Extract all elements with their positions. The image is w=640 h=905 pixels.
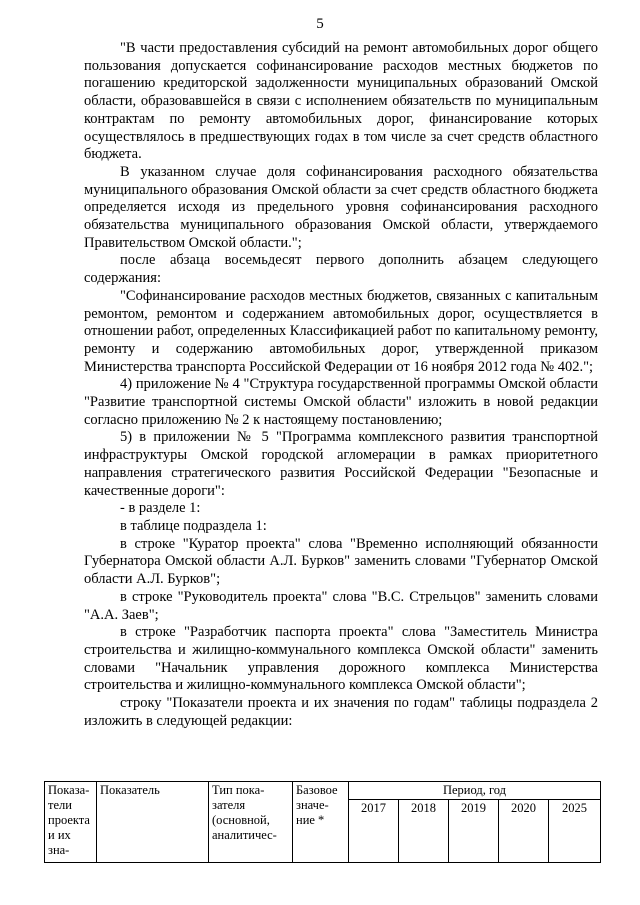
header-cell-base: Базовое значе- ние * xyxy=(293,782,349,863)
paragraph: после абзаца восемьдесят первого дополнить абзацем следующего содержания: xyxy=(84,252,598,287)
paragraph: в строке "Куратор проекта" слова "Временно исполняющий обязанности Губернатора Омской области А.Л. Бурков" заменить словами "Губернатор Омской области А.Л. Бурков"; xyxy=(84,535,598,588)
header-cell-indicators: Показа- тели проекта и их зна- xyxy=(45,782,97,863)
header-cell-year: 2017 xyxy=(349,800,399,863)
paragraph: 5) в приложении № 5 "Программа комплексного развития транспортной инфраструктуры Омской городской агломерации в рамках приоритетного направления стратегического развития Российской Федерации "Безопасные и качественные дороги": xyxy=(84,429,598,499)
indicators-table xyxy=(44,781,601,863)
header-cell-year: 2025 xyxy=(549,800,601,863)
paragraph: - в разделе 1: xyxy=(120,500,201,517)
paragraph: В указанном случае доля софинансирования расходного обязательства муниципального образования Омской области за счет средств областного бюджета определяется исходя из предельного уровня софинансирования расходного обязательства муниципального образования Омской области, утверждаемого Правительством Омской области."; xyxy=(84,163,598,251)
header-cell-year: 2020 xyxy=(499,800,549,863)
paragraph: в строке "Руководитель проекта" слова "В.С. Стрельцов" заменить словами "А.А. Заев"; xyxy=(84,588,598,623)
header-cell-year: 2018 xyxy=(399,800,449,863)
header-cell-type: Тип пока- зателя (основной, аналитичес- xyxy=(209,782,293,863)
paragraph: "В части предоставления субсидий на ремонт автомобильных дорог общего пользования допускается софинансирование расходов местных бюджетов по погашению кредиторской задолженности муниципальных образований Омской области, образовавшейся в связи с исполнением обязательств по муниципальным контрактам по ремонту автомобильных дорог, финансирование которых осуществлялось в предшествующих годах в том числе за счет средств областного бюджета. xyxy=(84,40,598,163)
header-cell-period: Период, год xyxy=(349,782,601,800)
page-number: 5 xyxy=(316,16,324,32)
document-body xyxy=(84,40,598,730)
paragraph: в строке "Разработчик паспорта проекта" слова "Заместитель Министра строительства и жилищно-коммунального комплекса Омской области" заменить словами "Начальник управления дорожного комплекса Министерства строительства и жилищно-коммунального комплекса Омской области"; xyxy=(84,624,598,694)
paragraph: 4) приложение № 4 "Структура государственной программы Омской области "Развитие транспортной системы Омской области" изложить в новой редакции согласно приложению № 2 к настоящему постановлению; xyxy=(84,376,598,428)
header-cell-year: 2019 xyxy=(449,800,499,863)
paragraph: строку "Показатели проекта и их значения по годам" таблицы подраздела 2 изложить в следующей редакции: xyxy=(84,695,598,729)
header-cell-indicator: Показатель xyxy=(97,782,209,863)
paragraph: в таблице подраздела 1: xyxy=(120,517,267,534)
paragraph: "Софинансирование расходов местных бюджетов, связанных с капитальным ремонтом, ремонтом и содержанием автомобильных дорог, осуществляется в отношении работ, определенных Классификацией работ по капитальному ремонту, ремонту и содержанию автомобильных дорог, утвержденной приказом Министерства транспорта Российской Федерации от 16 ноября 2012 года № 402."; xyxy=(84,287,598,375)
